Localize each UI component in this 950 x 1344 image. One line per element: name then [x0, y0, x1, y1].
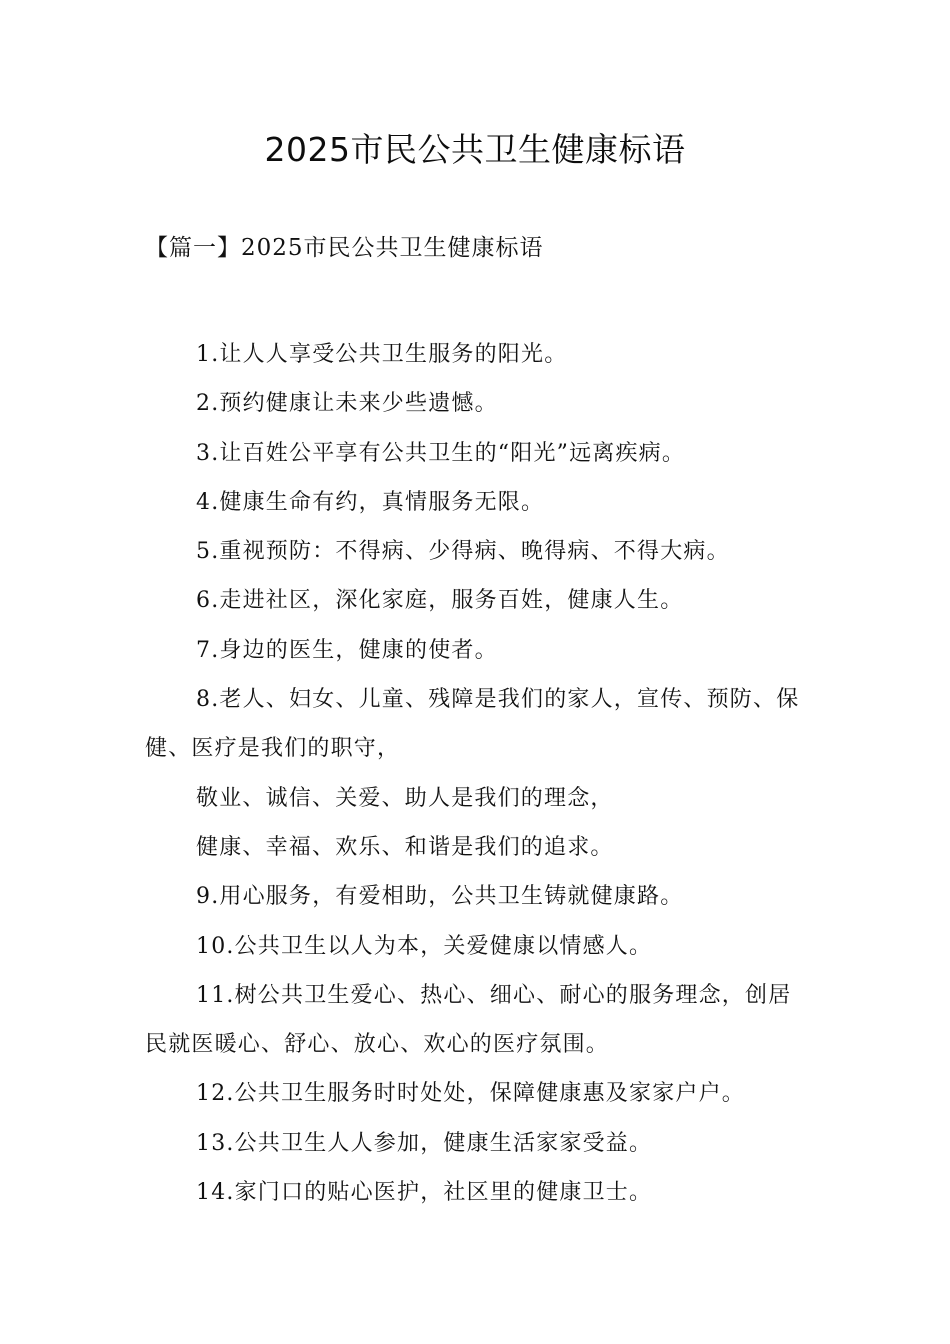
list-item: 13.公共卫生人人参加，健康生活家家受益。 — [196, 1130, 653, 1156]
list-item: 10.公共卫生以人为本，关爱健康以情感人。 — [196, 933, 653, 959]
list-item: 14.家门口的贴心医护，社区里的健康卫士。 — [196, 1180, 653, 1206]
list-item: 6.走进社区，深化家庭，服务百姓，健康人生。 — [196, 588, 684, 614]
slogan-list — [145, 330, 810, 1217]
list-item: 2.预约健康让未来少些遗憾。 — [196, 391, 498, 417]
list-item: 3.让百姓公平享有公共卫生的“阳光”远离疾病。 — [196, 440, 686, 466]
list-item: 8.老人、妇女、儿童、残障是我们的家人，宣传、预防、保健、医疗是我们的职守， — [145, 687, 800, 762]
list-item: 9.用心服务，有爱相助，公共卫生铸就健康路。 — [196, 884, 684, 910]
list-item: 1.让人人享受公共卫生服务的阳光。 — [196, 342, 568, 367]
list-item: 敬业、诚信、关爱、助人是我们的理念， — [196, 785, 614, 811]
list-item: 7.身边的医生，健康的使者。 — [196, 637, 498, 663]
list-item: 5.重视预防：不得病、少得病、晚得病、不得大病。 — [196, 539, 730, 565]
list-item: 12.公共卫生服务时时处处，保障健康惠及家家户户。 — [196, 1081, 745, 1107]
section-heading: 【篇一】2025市民公共卫生健康标语 — [145, 235, 544, 261]
list-item: 4.健康生命有约，真情服务无限。 — [196, 489, 545, 515]
list-item: 11.树公共卫生爱心、热心、细心、耐心的服务理念，创居民就医暖心、舒心、放心、欢心的医疗氛围。 — [145, 982, 792, 1058]
document-title: 2025市民公共卫生健康标语 — [264, 130, 686, 169]
list-item: 健康、幸福、欢乐、和谐是我们的追求。 — [196, 834, 614, 860]
